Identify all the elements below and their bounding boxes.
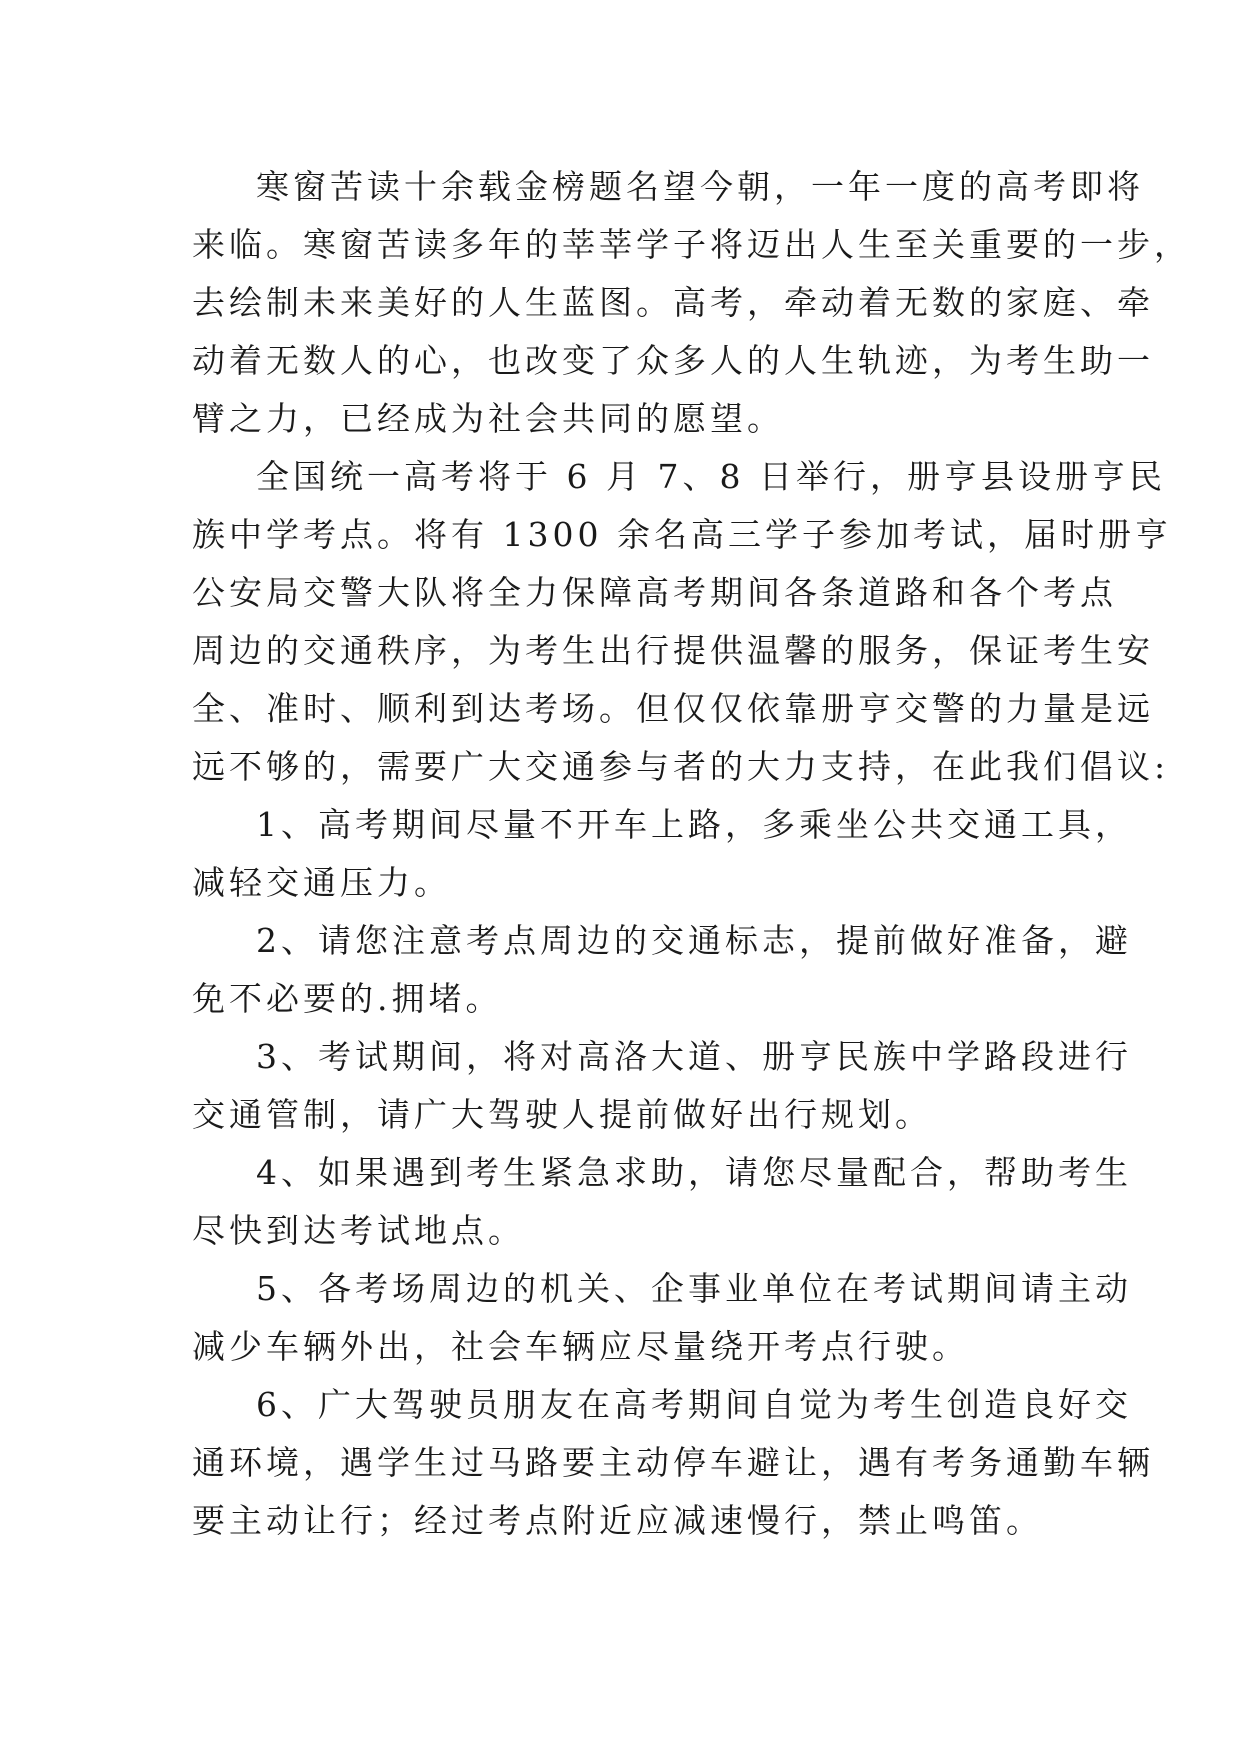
- text-line: 减少车辆外出，社会车辆应尽量绕开考点行驶。: [192, 1327, 969, 1366]
- text-line: 要主动让行；经过考点附近应减速慢行，禁止鸣笛。: [192, 1501, 1043, 1540]
- proposal-item-5: [192, 1260, 1132, 1376]
- text-line: 公安局交警大队将全力保障高考期间各条道路和各个考点: [192, 573, 1117, 612]
- text-line: 寒窗苦读十余载金榜题名望今朝，一年一度的高考即将: [256, 167, 1144, 206]
- text-line: 减轻交通压力。: [192, 863, 451, 902]
- text-line: 臂之力，已经成为社会共同的愿望。: [192, 399, 784, 438]
- text-line: 全、准时、顺利到达考场。但仅仅依靠册亨交警的力量是远: [192, 689, 1154, 728]
- text-line: 4、如果遇到考生紧急求助，请您尽量配合，帮助考生: [256, 1153, 1132, 1192]
- text-line: 6、广大驾驶员朋友在高考期间自觉为考生创造良好交: [256, 1385, 1132, 1424]
- text-line: 周边的交通秩序，为考生出行提供温馨的服务，保证考生安: [192, 631, 1154, 670]
- proposal-item-4: [192, 1144, 1132, 1260]
- proposal-item-2: [192, 912, 1132, 1028]
- proposal-item-1: [192, 796, 1132, 912]
- text-line: 全国统一高考将于 6 月 7、8 日举行，册亨县设册亨民: [256, 457, 1166, 496]
- text-line: 族中学考点。将有 1300 余名高三学子参加考试，届时册亨: [192, 515, 1172, 554]
- paragraph-announcement: [192, 448, 1172, 796]
- proposal-item-3: [192, 1028, 1132, 1144]
- text-line: 远不够的，需要广大交通参与者的大力支持，在此我们倡议:: [192, 747, 1170, 786]
- document-body: [192, 158, 1191, 1550]
- text-line: 动着无数人的心，也改变了众多人的人生轨迹，为考生助一: [192, 341, 1154, 380]
- paragraph-intro: [192, 158, 1191, 448]
- text-line: 交通管制，请广大驾驶人提前做好出行规划。: [192, 1095, 932, 1134]
- text-line: 通环境，遇学生过马路要主动停车避让，遇有考务通勤车辆: [192, 1443, 1154, 1482]
- text-line: 免不必要的.拥堵。: [192, 979, 503, 1018]
- proposal-item-6: [192, 1376, 1154, 1550]
- text-line: 2、请您注意考点周边的交通标志，提前做好准备，避: [256, 921, 1132, 960]
- text-line: 1、高考期间尽量不开车上路，多乘坐公共交通工具，: [256, 805, 1132, 844]
- text-line: 5、各考场周边的机关、企事业单位在考试期间请主动: [256, 1269, 1132, 1308]
- text-line: 3、考试期间，将对高洛大道、册亨民族中学路段进行: [256, 1037, 1132, 1076]
- text-line: 来临。寒窗苦读多年的莘莘学子将迈出人生至关重要的一步，: [192, 225, 1191, 264]
- text-line: 去绘制未来美好的人生蓝图。高考，牵动着无数的家庭、牵: [192, 283, 1154, 322]
- text-line: 尽快到达考试地点。: [192, 1211, 525, 1250]
